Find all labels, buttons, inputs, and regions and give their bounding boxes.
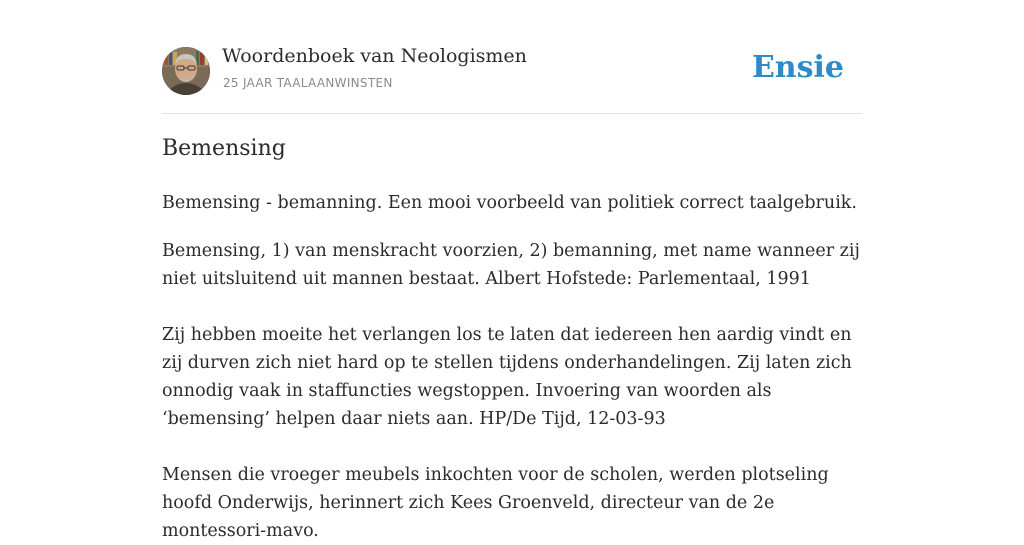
entry-title: Bemensing	[162, 136, 286, 161]
author-portrait-icon	[162, 47, 210, 95]
definition-paragraph: Bemensing - bemanning. Een mooi voorbeeld van politiek correct taalgebruik.	[162, 193, 857, 213]
avatar[interactable]	[162, 47, 210, 95]
citation-paragraph: Mensen die vroeger meubels inkochten voor de scholen, werden plotseling hoofd Onderwijs, herinnert zich Kees Groenveld, directeur van de 2e montessori-mavo.	[162, 465, 829, 541]
citation-paragraph: Zij hebben moeite het verlangen los te laten dat iedereen hen aardig vindt en zij durven zich niet hard op te stellen tijdens onderhandelingen. Zij laten zich onnodig vaak in staffuncties wegstoppen. Invoering van woorden als ‘bemensing’ helpen daar niets aan. HP/De Tijd, 12-03-93	[162, 325, 852, 429]
site-header	[162, 0, 862, 114]
page	[162, 0, 862, 541]
site-title[interactable]: Woordenboek van Neologismen	[222, 45, 527, 67]
brand-logo-link[interactable]: Ensie	[751, 50, 844, 85]
citation-paragraph: Bemensing, 1) van menskracht voorzien, 2) bemanning, met name wanneer zij niet uitsluitend uit mannen bestaat. Albert Hofstede: Parlementaal, 1991	[162, 241, 860, 289]
site-subtitle: 25 JAAR TAALAANWINSTEN	[223, 76, 393, 90]
